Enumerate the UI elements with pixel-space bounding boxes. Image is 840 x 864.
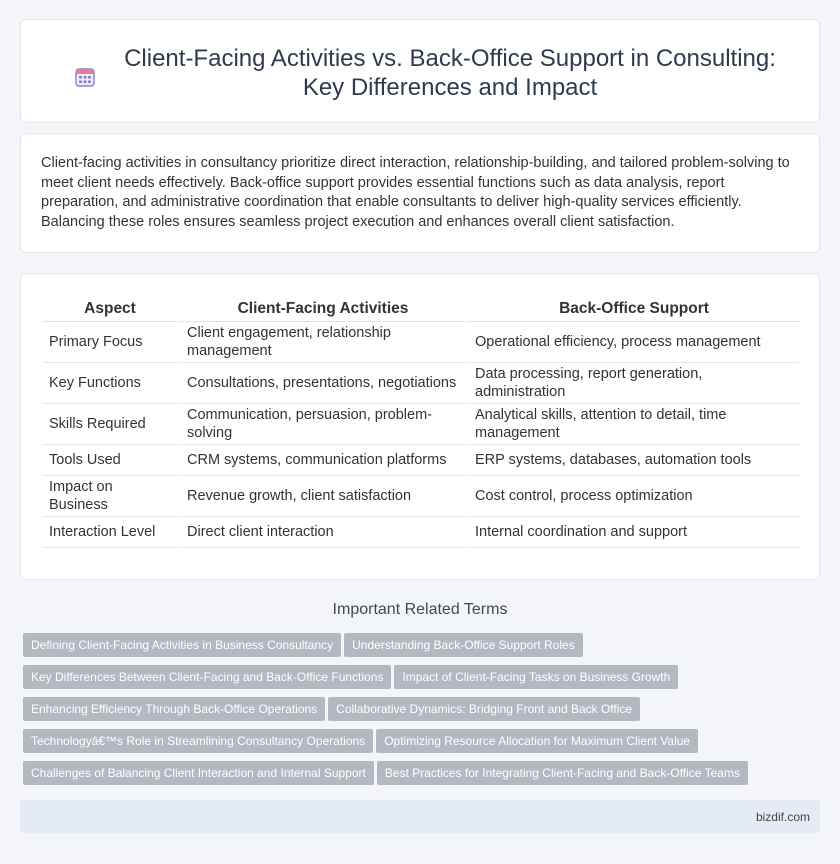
table-cell: Consultations, presentations, negotiations <box>177 363 465 404</box>
table-cell: Direct client interaction <box>177 517 465 548</box>
related-term-tag[interactable]: Impact of Client-Facing Tasks on Business Growth <box>394 665 678 689</box>
table-cell: Revenue growth, client satisfaction <box>177 476 465 517</box>
table-row <box>43 322 799 363</box>
table-cell: Data processing, report generation, administration <box>465 363 799 404</box>
related-terms-title: Important Related Terms <box>332 601 508 618</box>
header-back-office: Back-Office Support <box>465 292 799 322</box>
related-term-tag[interactable]: Collaborative Dynamics: Bridging Front and Back Office <box>328 697 640 721</box>
table-row <box>43 517 799 548</box>
related-term-tag[interactable]: Optimizing Resource Allocation for Maximum Client Value <box>376 729 698 753</box>
table-row <box>43 445 799 476</box>
table-cell: Primary Focus <box>43 322 177 363</box>
table-cell: Operational efficiency, process management <box>465 322 799 363</box>
related-term-tag[interactable]: Enhancing Efficiency Through Back-Office Operations <box>23 697 325 721</box>
related-term-tag[interactable]: Defining Client-Facing Activities in Business Consultancy <box>23 633 341 657</box>
table-cell: Tools Used <box>43 445 177 476</box>
related-term-tag[interactable]: Best Practices for Integrating Client-Facing and Back-Office Teams <box>377 761 748 785</box>
table-header-row <box>43 292 799 322</box>
comparison-card <box>20 273 820 580</box>
title-card <box>20 19 820 123</box>
page-title: Client-Facing Activities vs. Back-Office Support in Consulting: Key Differences and Impact <box>124 45 776 101</box>
table-cell: Cost control, process optimization <box>465 476 799 517</box>
intro-card <box>20 133 820 253</box>
table-cell: Key Functions <box>43 363 177 404</box>
header-aspect: Aspect <box>43 292 177 322</box>
table-cell: Internal coordination and support <box>465 517 799 548</box>
comparison-table <box>43 292 799 548</box>
related-term-tag[interactable]: Understanding Back-Office Support Roles <box>344 633 583 657</box>
table-row <box>43 363 799 404</box>
table-cell: Impact on Business <box>43 476 177 517</box>
table-cell: CRM systems, communication platforms <box>177 445 465 476</box>
table-row <box>43 404 799 445</box>
header-client-facing: Client-Facing Activities <box>177 292 465 322</box>
footer-bar <box>20 800 820 833</box>
table-cell: ERP systems, databases, automation tools <box>465 445 799 476</box>
related-terms-list <box>23 633 823 793</box>
related-term-tag[interactable]: Technologyâ€™s Role in Streamlining Consultancy Operations <box>23 729 373 753</box>
table-cell: Interaction Level <box>43 517 177 548</box>
footer-brand-link[interactable]: bizdif.com <box>755 810 810 824</box>
calendar-icon <box>74 66 96 88</box>
intro-paragraph: Client-facing activities in consultancy prioritize direct interaction, relationship-building, and tailored problem-solving to meet client needs effectively. Back-office support provides essential functions such as data analysis, report preparation, and administrative coordination that enable consultants to deliver high-quality services efficiently. Balancing these roles ensures seamless project execution and enhances overall client satisfaction. <box>41 155 790 230</box>
table-cell: Communication, persuasion, problem-solving <box>177 404 465 445</box>
table-cell: Skills Required <box>43 404 177 445</box>
related-term-tag[interactable]: Challenges of Balancing Client Interaction and Internal Support <box>23 761 374 785</box>
related-term-tag[interactable]: Key Differences Between Client-Facing and Back-Office Functions <box>23 665 391 689</box>
table-row <box>43 476 799 517</box>
table-cell: Client engagement, relationship management <box>177 322 465 363</box>
table-cell: Analytical skills, attention to detail, time management <box>465 404 799 445</box>
